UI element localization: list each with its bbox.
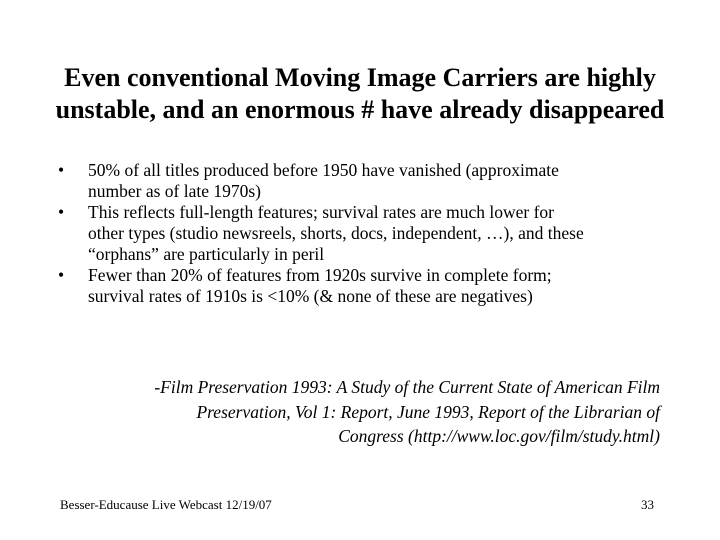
bullet-text-line: other types (studio newsreels, shorts, docs, independent, …), and these (88, 223, 584, 243)
bullet-icon: • (58, 265, 65, 285)
bullet-icon: • (58, 160, 65, 180)
bullet-list (58, 160, 688, 307)
bullet-text-line: Fewer than 20% of features from 1920s survive in complete form; (88, 265, 552, 285)
bullet-item (58, 202, 688, 265)
bullet-icon: • (58, 202, 65, 222)
bullet-item (58, 265, 688, 307)
citation-line: Congress (http://www.loc.gov/film/study.html) (338, 426, 660, 446)
bullet-item (58, 160, 688, 202)
citation-line: -Film Preservation 1993: A Study of the Current State of American Film (154, 377, 660, 397)
citation-line: Preservation, Vol 1: Report, June 1993, Report of the Librarian of (196, 401, 660, 422)
slide-title-line: Even conventional Moving Image Carriers are highly (64, 63, 656, 92)
slide-title-line: unstable, and an enormous # have already disappeared (55, 95, 665, 124)
citation (20, 375, 660, 449)
bullet-text-line: survival rates of 1910s is <10% (& none of these are negatives) (88, 286, 533, 306)
bullet-text-line: “orphans” are particularly in peril (88, 244, 325, 264)
bullet-text-line: This reflects full-length features; survival rates are much lower for (88, 202, 554, 222)
page-number: 33 (641, 497, 654, 512)
footer-text: Besser-Educause Live Webcast 12/19/07 (60, 497, 272, 512)
slide-title (20, 62, 700, 126)
bullet-text-line: 50% of all titles produced before 1950 have vanished (approximate (88, 160, 559, 180)
bullet-text-line: number as of late 1970s) (88, 181, 262, 201)
